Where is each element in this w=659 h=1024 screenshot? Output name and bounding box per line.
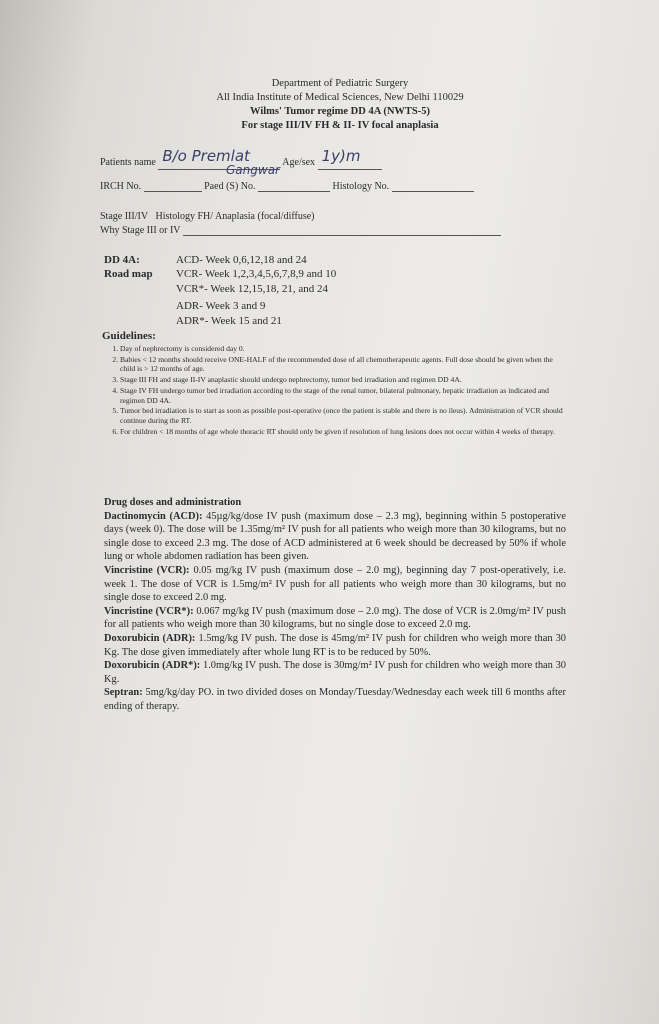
drug-text: 0.05 mg/kg IV push (maximum dose – 2.0 mg), beginning day 7 post-operatively, i.e. week 1. The dose of VCR is 1.5mg/m² IV push for all patients who weigh more than 30 kilograms, but no single dose to exceed 2.0 mg. (104, 564, 566, 604)
guideline-item: 3. Stage III FH and stage II-IV anaplastic should undergo nephrectomy, tumor bed irradiation and regimen DD 4A. (120, 375, 564, 385)
drug-section (104, 496, 566, 714)
irch-label: IRCH No. (100, 181, 142, 192)
paed-label: Paed (S) No. (204, 181, 256, 192)
drug-text: 0.067 mg/kg IV push (maximum dose – 2.0 mg). The dose of VCR is 2.0mg/m² IV push for all patients who weigh more than 30 kilograms, but no single dose to exceed 2.0 mg. (104, 605, 566, 631)
stage-heading: For stage III/IV FH & II- IV focal anaplasia (241, 120, 439, 131)
dd4a-label: DD 4A: (104, 254, 140, 266)
department-heading: Department of Pediatric Surgery (271, 78, 409, 89)
guidelines-list (104, 344, 564, 437)
why-stage-label: Why Stage III or IV (100, 225, 181, 236)
why-stage-field[interactable] (183, 226, 501, 236)
histology-no-field[interactable] (392, 182, 474, 192)
institute-heading: All India Institute of Medical Sciences, New Delhi 110029 (216, 92, 464, 103)
age-sex-field[interactable] (318, 147, 382, 170)
drug-section-title: Drug doses and administration (104, 497, 242, 508)
drug-text: 1.5mg/kg IV push. The dose is 45mg/m² IV push for children who weigh more than 30 Kg. The dose given immediately after whole lung RT is to be reduced by 50%. (104, 632, 566, 658)
drug-name: Septran: (104, 687, 143, 699)
regime-heading: Wilms' Tumor regime DD 4A (NWTS-5) (250, 106, 430, 117)
drug-paragraph-adr-star (104, 659, 566, 686)
irch-field[interactable] (144, 182, 202, 192)
guideline-item: 1. Day of nephrectomy is considered day 0. (120, 344, 564, 354)
stage-label: Stage III/IV (100, 211, 149, 222)
drug-paragraph-vcr (104, 564, 566, 605)
roadmap-acd: ACD- Week 0,6,12,18 and 24 (176, 254, 307, 266)
roadmap-adr-star: ADR*- Week 15 and 21 (176, 315, 282, 327)
drug-text: 45µg/kg/dose IV push (maximum dose – 2.3 mg), beginning within 5 postoperative days (week 0). The dose will be 1.35mg/m² IV push for all patients who weigh more than 30 kilograms, but no single dose to exceed 2.3 mg. The dose of ACD administered at 6 week should be decreased by 50% if whole lung or whole abdomen radiation has been given. (104, 510, 566, 563)
patient-surname-value: Gangwar (226, 163, 280, 177)
drug-paragraph-vcr-star (104, 605, 566, 632)
drug-name: Dactinomycin (ACD): (104, 510, 203, 522)
age-sex-label: Age/sex (282, 157, 316, 168)
guideline-item: 4. Stage IV FH undergo tumor bed irradiation according to the stage of the renal tumor, bilateral pulmonary, hepatic irradiation as indicated and regimen DD 4A. (120, 386, 564, 405)
roadmap-label: Road map (104, 268, 153, 280)
drug-name: Doxorubicin (ADR): (104, 632, 196, 644)
roadmap-vcr: VCR- Week 1,2,3,4,5,6,7,8,9 and 10 (176, 268, 337, 280)
drug-name: Doxorubicin (ADR*): (104, 660, 201, 672)
drug-paragraph-acd (104, 510, 566, 564)
why-stage-row (100, 225, 501, 236)
roadmap-vcr-star: VCR*- Week 12,15,18, 21, and 24 (176, 283, 328, 295)
drug-name: Vincristine (VCR*): (104, 605, 194, 617)
drug-text: 1.0mg/kg IV push. The dose is 30mg/m² IV push for children who weigh more than 30 Kg. (104, 660, 566, 685)
stage-row (100, 211, 315, 222)
roadmap-adr: ADR- Week 3 and 9 (176, 300, 266, 312)
guidelines-title: Guidelines: (102, 330, 156, 342)
drug-name: Vincristine (VCR): (104, 564, 190, 576)
drug-paragraph-adr (104, 632, 566, 659)
histology-type-text: Histology FH/ Anaplasia (focal/diffuse) (155, 211, 315, 222)
age-sex-value: 1y)m (321, 147, 361, 165)
paed-field[interactable] (258, 182, 330, 192)
histology-no-label: Histology No. (332, 181, 390, 192)
guideline-item: 5. Tumor bed irradiation is to start as soon as possible post-operative (once the patient is stable and there is no ileus). Administration of VCR should continue during the RT. (120, 406, 564, 425)
guideline-item: 2. Babies < 12 months should receive ONE-HALF of the recommended dose of all chemotherapeutic agents. Full dose should be given when the child is > 12 months of age. (120, 355, 564, 374)
drug-paragraph-septran (104, 686, 566, 713)
patient-name-label: Patients name (100, 157, 156, 168)
patient-name-value: B/o Premlat (162, 147, 250, 165)
guideline-item: 6. For children < 18 months of age whole thoracic RT should only be given if resolution of lung lesions does not occur within 4 weeks of therapy. (120, 427, 564, 437)
ids-row (100, 181, 474, 192)
drug-text: 5mg/kg/day PO. in two divided doses on Monday/Tuesday/Wednesday each week till 6 months after ending of therapy. (104, 687, 566, 712)
